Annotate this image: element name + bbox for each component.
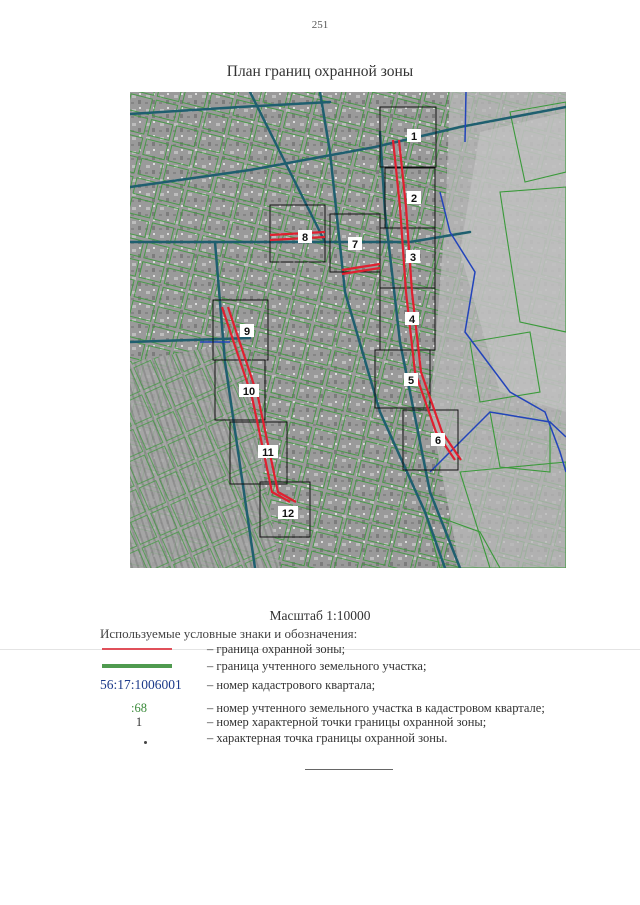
map-marker-4: 4 [408,314,416,326]
map-marker-1: 1 [410,131,418,143]
legend-symbol-quarter-number: 56:17:1006001 [100,677,182,692]
legend-text: – номер характерной точки границы охранной зоны; [207,715,487,729]
map-scale: Масштаб 1:10000 [269,608,371,623]
legend-text: – номер кадастрового квартала; [207,678,376,692]
point-dot-icon [144,741,147,744]
closing-rule [305,769,393,770]
map-marker-5: 5 [407,375,415,387]
red-line-symbol [102,648,172,650]
map-marker-6: 6 [434,435,442,447]
legend-item-parcel-boundary [0,659,640,675]
protection-zone-map [130,92,566,568]
map-marker-2: 2 [410,193,418,205]
legend-item-protection-boundary [0,642,640,658]
map-marker-10: 10 [242,386,256,398]
map-marker-8: 8 [301,232,309,244]
map-marker-3: 3 [409,252,417,264]
page-number: 251 [311,19,329,31]
map-marker-9: 9 [243,326,251,338]
legend-item-point-number [0,715,640,731]
map-marker-11: 11 [262,447,274,459]
legend-symbol-point-number: 1 [135,715,143,729]
legend-heading: Используемые условные знаки и обозначения: [100,626,358,641]
legend-text: – номер учтенного земельного участка в кадастровом квартале; [207,701,545,715]
map-marker-12: 12 [281,508,295,520]
legend-text: – граница охранной зоны; [207,642,346,656]
legend-text: – граница учтенного земельного участка; [207,659,427,673]
legend-text: – характерная точка границы охранной зоны. [207,731,448,745]
map-marker-7: 7 [351,239,359,251]
green-line-symbol [102,664,172,668]
legend-item-characteristic-point [0,731,640,747]
legend-symbol-parcel-number: :68 [131,701,147,715]
legend-item-cadastral-quarter [0,678,640,694]
page-title: План границ охранной зоны [226,63,414,80]
